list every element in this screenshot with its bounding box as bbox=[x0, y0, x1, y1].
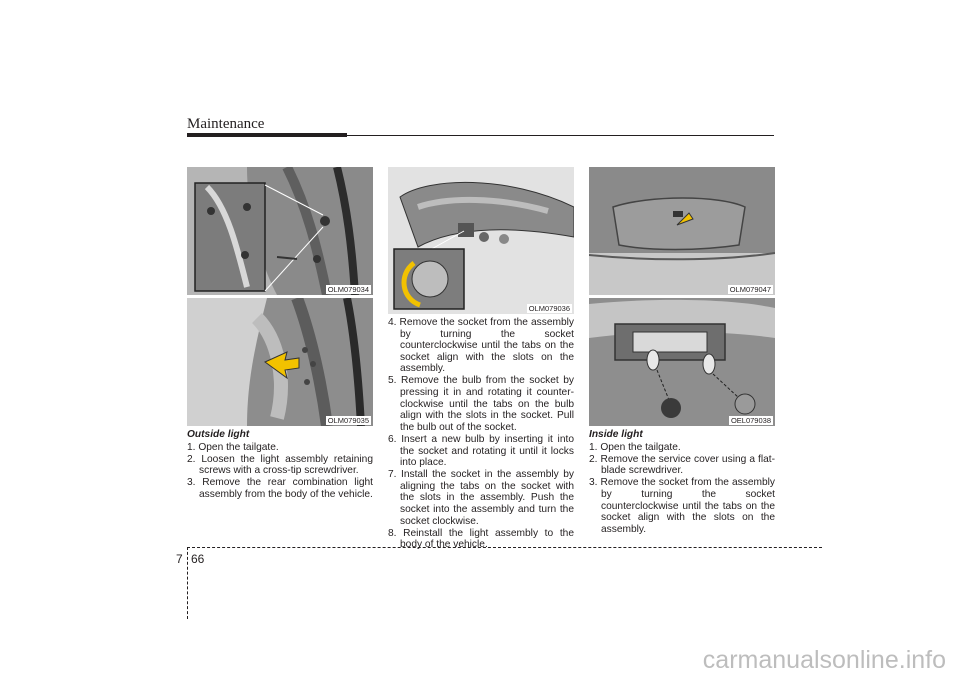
figure-retaining-screws-illustration bbox=[187, 167, 373, 295]
figure-code: OLM079034 bbox=[327, 285, 369, 294]
step-list bbox=[388, 317, 574, 551]
figure-remove-assembly-illustration bbox=[187, 298, 373, 426]
step-list bbox=[589, 442, 775, 536]
figure-service-cover bbox=[589, 167, 775, 295]
figure-code: OLM079035 bbox=[327, 416, 369, 425]
step-item: 1. Open the tailgate. bbox=[187, 441, 279, 453]
step-item: 3. Remove the rear combination light assembly from the body of the vehicle. bbox=[187, 477, 373, 500]
figure-code: OLM079036 bbox=[528, 304, 570, 313]
page-number: 66 bbox=[191, 552, 205, 566]
figure-socket-removal-illustration bbox=[388, 167, 574, 314]
outside-light-instructions bbox=[187, 429, 373, 501]
figure-code: OEL079038 bbox=[730, 416, 771, 425]
figure-socket-removal bbox=[388, 167, 574, 314]
footer-divider bbox=[187, 547, 822, 548]
figure-inside-light-socket bbox=[589, 298, 775, 426]
header-rule bbox=[187, 133, 347, 137]
step-item: 2. Remove the service cover using a flat-blade screwdriver. bbox=[589, 453, 775, 477]
step-item: 7. Install the socket in the assembly by aligning the tabs on the socket with the slots in the assembly. Push the socket into the assembly and turn the socket clockwise. bbox=[388, 469, 574, 527]
watermark: carmanualsonline.info bbox=[702, 646, 946, 674]
figure-code: OLM079047 bbox=[729, 285, 771, 294]
figure-service-cover-illustration bbox=[589, 167, 775, 295]
step-item: 4. Remove the socket from the assembly by turning the socket counterclockwise until the tabs on the socket align with the slots on the assembly. bbox=[388, 317, 574, 375]
socket-bulb-instructions bbox=[388, 317, 574, 551]
step-item: 3. Remove the socket from the assembly by turning the socket counterclockwise until the tabs on the socket align with the slots on the assembly. bbox=[589, 477, 775, 535]
figure-retaining-screws bbox=[187, 167, 373, 295]
header-rule-thin bbox=[347, 135, 774, 136]
step-item: 8. Reinstall the light assembly to the body of the vehicle. bbox=[388, 527, 574, 551]
chapter-number: 7 bbox=[176, 552, 183, 566]
section-heading: Inside light bbox=[589, 429, 643, 440]
footer-divider-vertical bbox=[187, 547, 188, 619]
page-header-title: Maintenance bbox=[187, 116, 265, 132]
figure-inside-light-socket-illustration bbox=[589, 298, 775, 426]
step-item: 5. Remove the bulb from the socket by pressing it in and rotating it counter-clockwise until the tabs on the bulb align with the slots in the socket. Pull the bulb out of the socket. bbox=[388, 375, 574, 433]
figure-remove-assembly bbox=[187, 298, 373, 426]
step-list bbox=[187, 442, 373, 501]
section-heading: Outside light bbox=[187, 429, 250, 440]
step-item: 6. Insert a new bulb by inserting it into the socket and rotating it until it locks into place. bbox=[388, 433, 574, 469]
inside-light-instructions bbox=[589, 429, 775, 536]
step-item: 1. Open the tailgate. bbox=[589, 441, 681, 453]
step-item: 2. Loosen the light assembly retaining screws with a cross-tip screwdriver. bbox=[187, 453, 373, 477]
